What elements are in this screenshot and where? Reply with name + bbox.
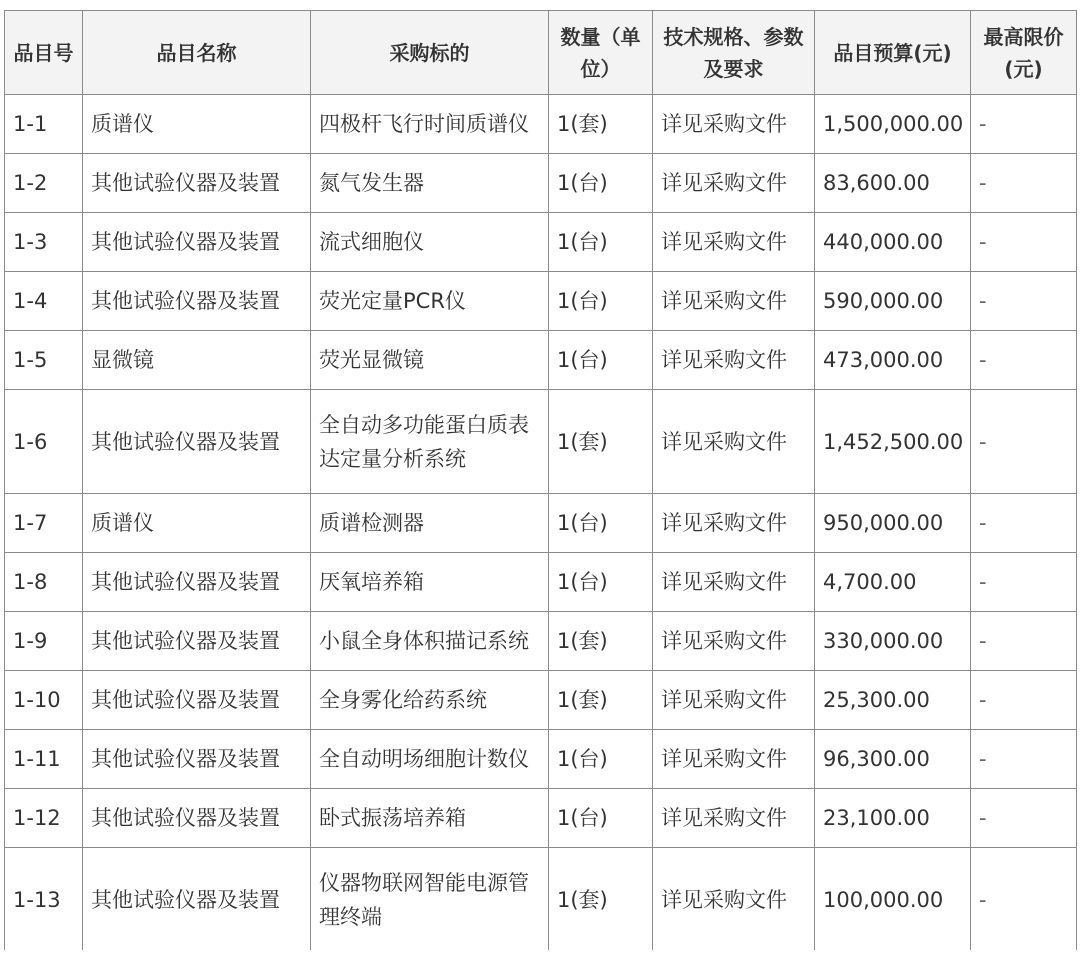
cell-quantity: 1(台) <box>549 553 653 612</box>
cell-procurement-subject: 流式细胞仪 <box>311 213 549 272</box>
table-row <box>5 331 1077 390</box>
cell-technical-spec: 详见采购文件 <box>653 213 815 272</box>
cell-item-no: 1-4 <box>5 272 83 331</box>
cell-item-name: 其他试验仪器及装置 <box>83 154 311 213</box>
cell-item-name: 其他试验仪器及装置 <box>83 213 311 272</box>
cell-quantity: 1(套) <box>549 612 653 671</box>
header-quantity-unit: 数量（单位） <box>549 11 653 95</box>
cell-budget: 1,500,000.00 <box>815 95 971 154</box>
table-row <box>5 612 1077 671</box>
cell-item-name: 显微镜 <box>83 331 311 390</box>
cell-procurement-subject: 质谱检测器 <box>311 494 549 553</box>
cell-budget: 473,000.00 <box>815 331 971 390</box>
cell-item-no: 1-1 <box>5 95 83 154</box>
cell-item-no: 1-13 <box>5 848 83 952</box>
cell-procurement-subject: 仪器物联网智能电源管理终端 <box>311 848 549 952</box>
cell-item-no: 1-12 <box>5 789 83 848</box>
cell-item-no: 1-6 <box>5 390 83 494</box>
cell-technical-spec: 详见采购文件 <box>653 95 815 154</box>
cell-technical-spec: 详见采购文件 <box>653 553 815 612</box>
cell-item-name: 其他试验仪器及装置 <box>83 553 311 612</box>
table-row <box>5 494 1077 553</box>
table-row <box>5 272 1077 331</box>
cell-max-price: - <box>971 848 1077 952</box>
cell-quantity: 1(台) <box>549 154 653 213</box>
cell-budget: 590,000.00 <box>815 272 971 331</box>
cell-quantity: 1(台) <box>549 331 653 390</box>
cell-technical-spec: 详见采购文件 <box>653 789 815 848</box>
table-row <box>5 154 1077 213</box>
cell-quantity: 1(台) <box>549 494 653 553</box>
cell-max-price: - <box>971 730 1077 789</box>
cell-max-price: - <box>971 789 1077 848</box>
cell-procurement-subject: 荧光定量PCR仪 <box>311 272 549 331</box>
cell-procurement-subject: 卧式振荡培养箱 <box>311 789 549 848</box>
cell-budget: 440,000.00 <box>815 213 971 272</box>
cell-max-price: - <box>971 331 1077 390</box>
header-item-budget: 品目预算(元) <box>815 11 971 95</box>
cell-technical-spec: 详见采购文件 <box>653 671 815 730</box>
cell-max-price: - <box>971 494 1077 553</box>
cell-quantity: 1(台) <box>549 213 653 272</box>
cell-procurement-subject: 厌氧培养箱 <box>311 553 549 612</box>
cell-quantity: 1(台) <box>549 789 653 848</box>
cell-technical-spec: 详见采购文件 <box>653 272 815 331</box>
cell-technical-spec: 详见采购文件 <box>653 154 815 213</box>
cell-quantity: 1(台) <box>549 730 653 789</box>
cell-max-price: - <box>971 612 1077 671</box>
cell-item-no: 1-9 <box>5 612 83 671</box>
table-row <box>5 789 1077 848</box>
cell-item-name: 质谱仪 <box>83 494 311 553</box>
cell-procurement-subject: 四极杆飞行时间质谱仪 <box>311 95 549 154</box>
cell-item-no: 1-8 <box>5 553 83 612</box>
cell-max-price: - <box>971 553 1077 612</box>
cell-budget: 1,452,500.00 <box>815 390 971 494</box>
cell-item-name: 其他试验仪器及装置 <box>83 612 311 671</box>
cell-item-name: 其他试验仪器及装置 <box>83 671 311 730</box>
cell-technical-spec: 详见采购文件 <box>653 331 815 390</box>
cell-quantity: 1(套) <box>549 671 653 730</box>
cell-max-price: - <box>971 272 1077 331</box>
table-body <box>5 95 1077 952</box>
table-row <box>5 390 1077 494</box>
cell-max-price: - <box>971 154 1077 213</box>
cell-technical-spec: 详见采购文件 <box>653 390 815 494</box>
cell-technical-spec: 详见采购文件 <box>653 494 815 553</box>
cell-item-name: 其他试验仪器及装置 <box>83 272 311 331</box>
table-row <box>5 848 1077 952</box>
cell-item-no: 1-11 <box>5 730 83 789</box>
cell-budget: 83,600.00 <box>815 154 971 213</box>
cell-item-no: 1-10 <box>5 671 83 730</box>
cell-procurement-subject: 小鼠全身体积描记系统 <box>311 612 549 671</box>
cell-budget: 4,700.00 <box>815 553 971 612</box>
cell-item-name: 其他试验仪器及装置 <box>83 730 311 789</box>
cell-quantity: 1(套) <box>549 390 653 494</box>
cell-item-no: 1-3 <box>5 213 83 272</box>
cell-item-no: 1-7 <box>5 494 83 553</box>
cell-item-no: 1-5 <box>5 331 83 390</box>
cell-max-price: - <box>971 95 1077 154</box>
cell-technical-spec: 详见采购文件 <box>653 730 815 789</box>
cell-max-price: - <box>971 671 1077 730</box>
cell-budget: 23,100.00 <box>815 789 971 848</box>
header-procurement-subject: 采购标的 <box>311 11 549 95</box>
cell-max-price: - <box>971 213 1077 272</box>
cell-procurement-subject: 荧光显微镜 <box>311 331 549 390</box>
cell-procurement-subject: 全自动明场细胞计数仪 <box>311 730 549 789</box>
table-row <box>5 213 1077 272</box>
cell-item-no: 1-2 <box>5 154 83 213</box>
cell-item-name: 其他试验仪器及装置 <box>83 848 311 952</box>
header-item-name: 品目名称 <box>83 11 311 95</box>
bottom-clip <box>4 950 1077 952</box>
procurement-table-wrapper <box>4 10 1077 952</box>
header-item-no: 品目号 <box>5 11 83 95</box>
cell-quantity: 1(台) <box>549 272 653 331</box>
cell-budget: 330,000.00 <box>815 612 971 671</box>
cell-budget: 25,300.00 <box>815 671 971 730</box>
header-max-price: 最高限价(元) <box>971 11 1077 95</box>
cell-budget: 96,300.00 <box>815 730 971 789</box>
procurement-table <box>4 10 1077 952</box>
header-technical-spec: 技术规格、参数及要求 <box>653 11 815 95</box>
cell-item-name: 其他试验仪器及装置 <box>83 789 311 848</box>
table-row <box>5 553 1077 612</box>
cell-procurement-subject: 全身雾化给药系统 <box>311 671 549 730</box>
cell-procurement-subject: 氮气发生器 <box>311 154 549 213</box>
cell-quantity: 1(套) <box>549 95 653 154</box>
table-row <box>5 730 1077 789</box>
cell-item-name: 其他试验仪器及装置 <box>83 390 311 494</box>
table-row <box>5 671 1077 730</box>
cell-item-name: 质谱仪 <box>83 95 311 154</box>
cell-budget: 950,000.00 <box>815 494 971 553</box>
cell-max-price: - <box>971 390 1077 494</box>
table-row <box>5 95 1077 154</box>
cell-procurement-subject: 全自动多功能蛋白质表达定量分析系统 <box>311 390 549 494</box>
cell-budget: 100,000.00 <box>815 848 971 952</box>
cell-technical-spec: 详见采购文件 <box>653 612 815 671</box>
table-header <box>5 11 1077 95</box>
cell-technical-spec: 详见采购文件 <box>653 848 815 952</box>
header-row <box>5 11 1077 95</box>
cell-quantity: 1(套) <box>549 848 653 952</box>
